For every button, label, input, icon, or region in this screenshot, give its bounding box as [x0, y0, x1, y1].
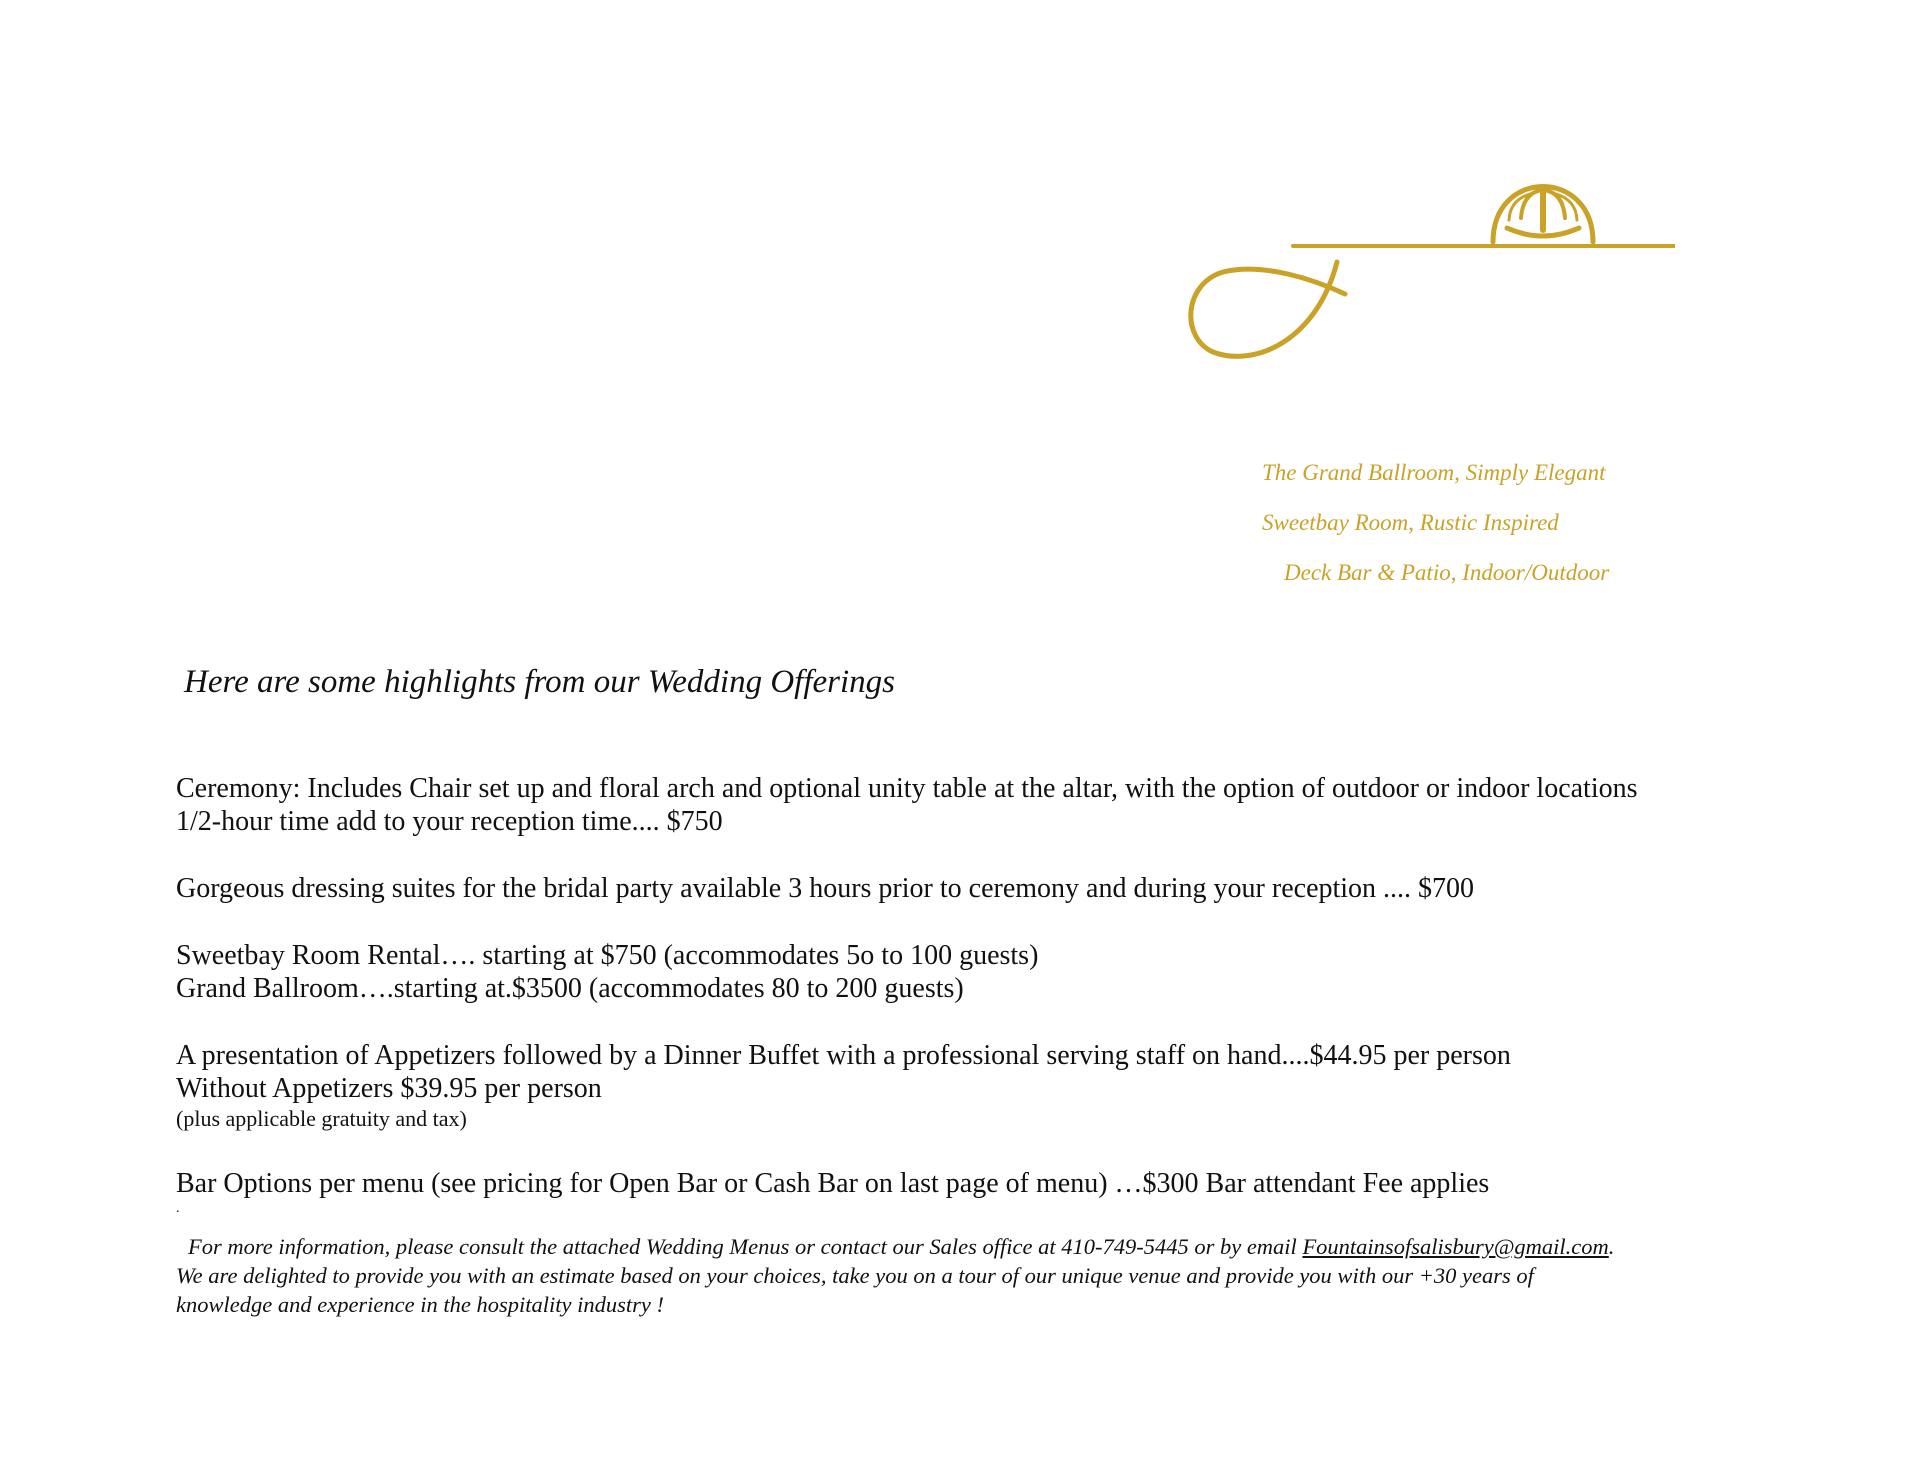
gratuity-note: (plus applicable gratuity and tax): [176, 1106, 467, 1131]
spacer: [176, 838, 1776, 872]
logo-subtitle-text: [1675, 170, 1676, 171]
ceremony-line-2: 1/2-hour time add to your reception time.... $750: [176, 806, 723, 837]
footer-contact-text: For more information, please consult the attached Wedding Menus or contact our Sales office at 410-749-5445 or by email: [188, 1234, 1303, 1259]
logo-name-text: [1675, 170, 1676, 171]
footer-line-3: knowledge and experience in the hospitality industry !: [176, 1292, 665, 1317]
spacer: [176, 1005, 1776, 1039]
dressing-suites-line: Gorgeous dressing suites for the bridal party available 3 hours prior to ceremony and during your reception .... $700: [176, 873, 1475, 904]
logo-the-text: [1675, 170, 1676, 171]
email-link[interactable]: Fountainsofsalisbury@gmail.com: [1302, 1234, 1609, 1259]
contact-footer: [176, 1232, 1776, 1319]
ceremony-line-1: Ceremony: Includes Chair set up and floral arch and optional unity table at the altar, with the option of outdoor or indoor locations: [176, 773, 1638, 804]
fountain-logo-graphic: [1185, 170, 1675, 370]
grand-ballroom-line: Grand Ballroom….starting at.$3500 (accommodates 80 to 200 guests): [176, 973, 964, 1004]
tagline-deck-bar: Deck Bar & Patio, Indoor/Outdoor: [1284, 560, 1610, 585]
tagline-grand-ballroom: The Grand Ballroom, Simply Elegant: [1262, 460, 1606, 485]
tagline-sweetbay-room: Sweetbay Room, Rustic Inspired: [1262, 510, 1559, 535]
buffet-line: A presentation of Appetizers followed by a Dinner Buffet with a professional serving staff on hand....$44.95 per person: [176, 1040, 1511, 1071]
spacer: [176, 1133, 1776, 1167]
footer-period: .: [1608, 1234, 1615, 1259]
without-appetizers-line: Without Appetizers $39.95 per person: [176, 1073, 602, 1104]
footer-line-1: [176, 1232, 1776, 1261]
stray-dot: .: [176, 1201, 180, 1216]
sweetbay-rental-line: Sweetbay Room Rental…. starting at $750 (accommodates 5o to 100 guests): [176, 940, 1039, 971]
fountains-logo: [1185, 170, 1675, 370]
offerings-list: [176, 772, 1776, 1218]
spacer: [176, 905, 1776, 939]
bar-options-line: Bar Options per menu (see pricing for Open Bar or Cash Bar on last page of menu) …$300 Bar attendant Fee applies: [176, 1168, 1490, 1199]
intro-heading: Here are some highlights from our Wedding Offerings: [184, 664, 895, 700]
footer-line-2: We are delighted to provide you with an estimate based on your choices, take you on a tour of our unique venue and provide you with our +30 years of: [176, 1263, 1534, 1288]
